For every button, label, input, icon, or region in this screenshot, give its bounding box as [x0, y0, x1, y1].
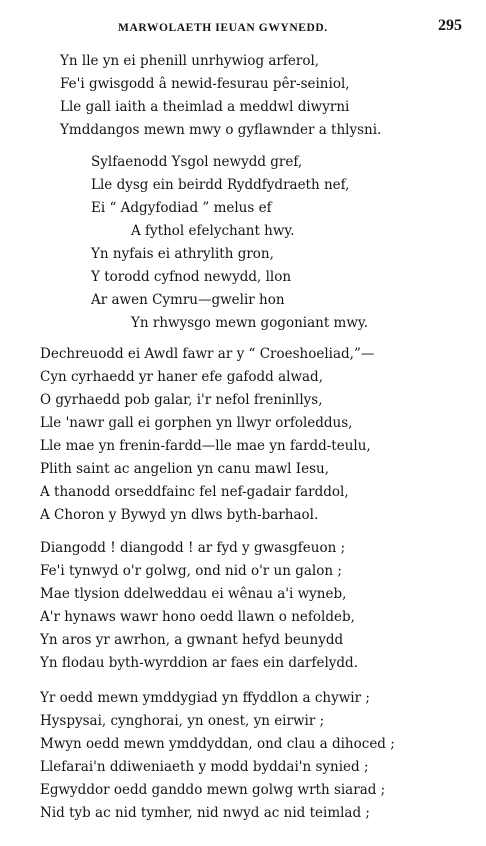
- verse-line: A'r hynaws wawr hono oedd llawn o nefoldeb,: [40, 609, 355, 625]
- verse-line: Mwyn oedd mewn ymddyddan, ond clau a dihoced ;: [40, 736, 395, 752]
- verse-line: Fe'i tynwyd o'r golwg, ond nid o'r un galon ;: [40, 563, 342, 579]
- verse-line: Llefarai'n ddiweniaeth y modd byddai'n synied ;: [40, 759, 369, 775]
- verse-line: Ymddangos mewn mwy o gyflawnder a thlysni.: [60, 122, 382, 138]
- verse-line: Y torodd cyfnod newydd, llon: [91, 269, 292, 285]
- verse-line: Diangodd ! diangodd ! ar fyd y gwasgfeuon ;: [40, 540, 346, 556]
- verse-line: Sylfaenodd Ysgol newydd gref,: [91, 154, 303, 170]
- verse-line: Lle gall iaith a theimlad a meddwl diwyrni: [60, 99, 350, 115]
- verse-line: Fe'i gwisgodd â newid-fesurau pêr-seiniol,: [60, 76, 350, 92]
- verse-line: Yr oedd mewn ymddygiad yn ffyddlon a chywir ;: [40, 690, 370, 706]
- verse-line: A Choron y Bywyd yn dlws byth-barhaol.: [40, 507, 319, 523]
- verse-line: Mae tlysion ddelweddau ei wênau a'i wyneb,: [40, 586, 347, 602]
- verse-line: Dechreuodd ei Awdl fawr ar y “ Croeshoeliad,”—: [40, 346, 375, 362]
- verse-line: Ei “ Adgyfodiad ” melus ef: [91, 200, 272, 216]
- verse-line: Yn rhwysgo mewn gogoniant mwy.: [131, 315, 369, 331]
- verse-line: Lle mae yn frenin-fardd—lle mae yn fardd-teulu,: [40, 438, 371, 454]
- verse-line: Yn aros yr awrhon, a gwnant hefyd beunydd: [40, 632, 344, 648]
- verse-line: Ar awen Cymru—gwelir hon: [91, 292, 285, 308]
- verse-line: Lle 'nawr gall ei gorphen yn llwyr orfoleddus,: [40, 415, 353, 431]
- verse-line: Lle dysg ein beirdd Ryddfydraeth nef,: [91, 177, 350, 193]
- verse-line: Yn nyfais ei athrylith gron,: [91, 246, 274, 262]
- verse-line: Yn flodau byth-wyrddion ar faes ein darfelydd.: [40, 655, 358, 671]
- verse-line: Cyn cyrhaedd yr haner efe gafodd alwad,: [40, 369, 323, 385]
- verse-line: Plith saint ac angelion yn canu mawl Iesu,: [40, 461, 330, 477]
- verse-line: Nid tyb ac nid tymher, nid nwyd ac nid teimlad ;: [40, 805, 370, 821]
- verse-line: A fythol efelychant hwy.: [131, 223, 295, 239]
- verse-line: A thanodd orseddfainc fel nef-gadair farddol,: [40, 484, 349, 500]
- verse-line: O gyrhaedd pob galar, i'r nefol freninllys,: [40, 392, 323, 408]
- verse-line: Hyspysai, cynghorai, yn onest, yn eirwir ;: [40, 713, 325, 729]
- page-number: 295: [438, 17, 462, 34]
- running-title: MARWOLAETH IEUAN GWYNEDD.: [118, 22, 328, 34]
- verse-line: Egwyddor oedd ganddo mewn golwg wrth siarad ;: [40, 782, 386, 798]
- verse-line: Yn lle yn ei phenill unrhywiog arferol,: [60, 53, 320, 69]
